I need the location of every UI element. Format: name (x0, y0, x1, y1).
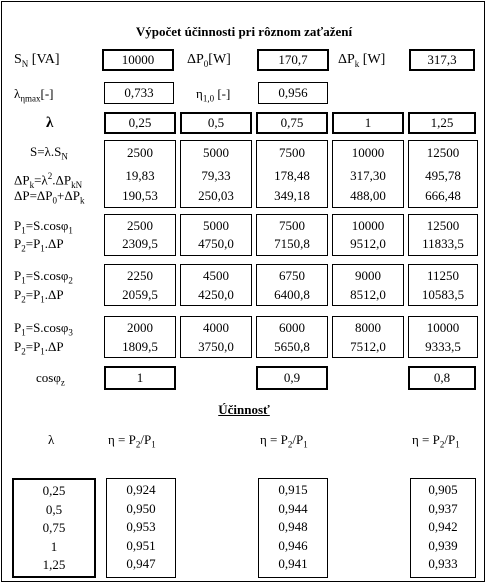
lambda-max-label: $\lambda_{\eta max}[-]$ (14, 86, 54, 104)
lambda-box-4[interactable]: 1 (332, 112, 404, 134)
eff-eta-header-2: $\eta = P_2/P_1$ (260, 432, 308, 450)
group2-p1-label: $P_1=S.\cos\varphi_2$ (14, 268, 73, 286)
cos-box-1[interactable]: 1 (104, 366, 176, 390)
eff-series-1-column: 0,924 0,950 0,953 0,951 0,947 (106, 478, 176, 578)
group2-p2-label: $P_2=P_1.\Delta P$ (14, 287, 64, 305)
cos-box-2[interactable]: 0,9 (256, 366, 328, 390)
eta10-label: $\eta_{1,0}$ [-] (196, 86, 231, 104)
eff-eta-header-3: $\eta = P_2/P_1$ (412, 432, 460, 450)
block1-col-1: 2500 19,83 190,53 (104, 140, 176, 208)
group1-col-2: 5000 4750,0 (180, 214, 252, 256)
dpk-label: $\Delta P_k$ [W] (338, 52, 386, 69)
dp0-value-box[interactable]: 170,7 (257, 49, 329, 71)
group1-p1-label: $P_1=S.\cos\varphi_1$ (14, 218, 73, 236)
group1-col-1: 2500 2309,5 (104, 214, 176, 256)
lambda-max-value-box[interactable]: 0,733 (104, 82, 174, 104)
group1-col-5: 12500 11833,5 (408, 214, 478, 256)
eff-eta-header-1: $\eta = P_2/P_1$ (108, 432, 156, 450)
s-formula-label: $S=\lambda.S_N$ (30, 144, 68, 162)
group3-col-4: 8000 7512,0 (332, 316, 404, 358)
sn-label: $S_N$ [VA] (14, 52, 60, 69)
group3-col-2: 4000 3750,0 (180, 316, 252, 358)
group3-col-5: 10000 9333,5 (408, 316, 478, 358)
block1-col-2: 5000 79,33 250,03 (180, 140, 252, 208)
group1-col-4: 10000 9512,0 (332, 214, 404, 256)
lambda-box-2[interactable]: 0,5 (180, 112, 252, 134)
group2-col-4: 9000 8512,0 (332, 264, 404, 306)
lambda-row-label: λ (46, 115, 54, 131)
cos-phi-label: cosφ$_z$ (36, 370, 65, 388)
sn-value-box[interactable]: 10000 (102, 49, 174, 71)
block1-col-3: 7500 178,48 349,18 (256, 140, 328, 208)
cos-box-3[interactable]: 0,8 (408, 366, 476, 390)
page-title: Výpočet účinnosti pri rôznom zaťažení (135, 24, 353, 39)
group3-col-1: 2000 1809,5 (104, 316, 176, 358)
group2-col-2: 4500 4250,0 (180, 264, 252, 306)
group1-col-3: 7500 7150,8 (256, 214, 328, 256)
eff-lambda-column: 0,25 0,5 0,75 1 1,25 (12, 478, 96, 578)
group3-col-3: 6000 5650,8 (256, 316, 328, 358)
group2-col-5: 11250 10583,5 (408, 264, 478, 306)
lambda-box-1[interactable]: 0,25 (104, 112, 176, 134)
group1-p2-label: $P_2=P_1.\Delta P$ (14, 236, 64, 254)
block1-col-4: 10000 317,30 488,00 (332, 140, 404, 208)
group2-col-3: 6750 6400,8 (256, 264, 328, 306)
lambda-box-3[interactable]: 0,75 (256, 112, 328, 134)
dp-formula-label: $\Delta P=\Delta P_0+\Delta P_k$ (14, 188, 85, 206)
group3-p2-label: $P_2=P_1.\Delta P$ (14, 339, 64, 357)
eff-series-3-column: 0,905 0,937 0,942 0,939 0,933 (410, 478, 476, 578)
eff-lambda-header: λ (48, 432, 55, 447)
eta10-value-box[interactable]: 0,956 (258, 82, 328, 104)
dp0-label: $\Delta P_0[W]$ (187, 52, 231, 69)
block1-col-5: 12500 495,78 666,48 (408, 140, 478, 208)
dpk-value-box[interactable]: 317,3 (409, 49, 475, 71)
lambda-box-5[interactable]: 1,25 (408, 112, 476, 134)
eff-series-2-column: 0,915 0,944 0,948 0,946 0,941 (258, 478, 328, 578)
group2-col-1: 2250 2059,5 (104, 264, 176, 306)
group3-p1-label: $P_1=S.\cos\varphi_3$ (14, 320, 73, 338)
efficiency-title: Účinnosť (218, 402, 270, 417)
dpk-formula-label: $\Delta P_k=\lambda^2.\Delta P_{kN}$ (14, 171, 83, 190)
